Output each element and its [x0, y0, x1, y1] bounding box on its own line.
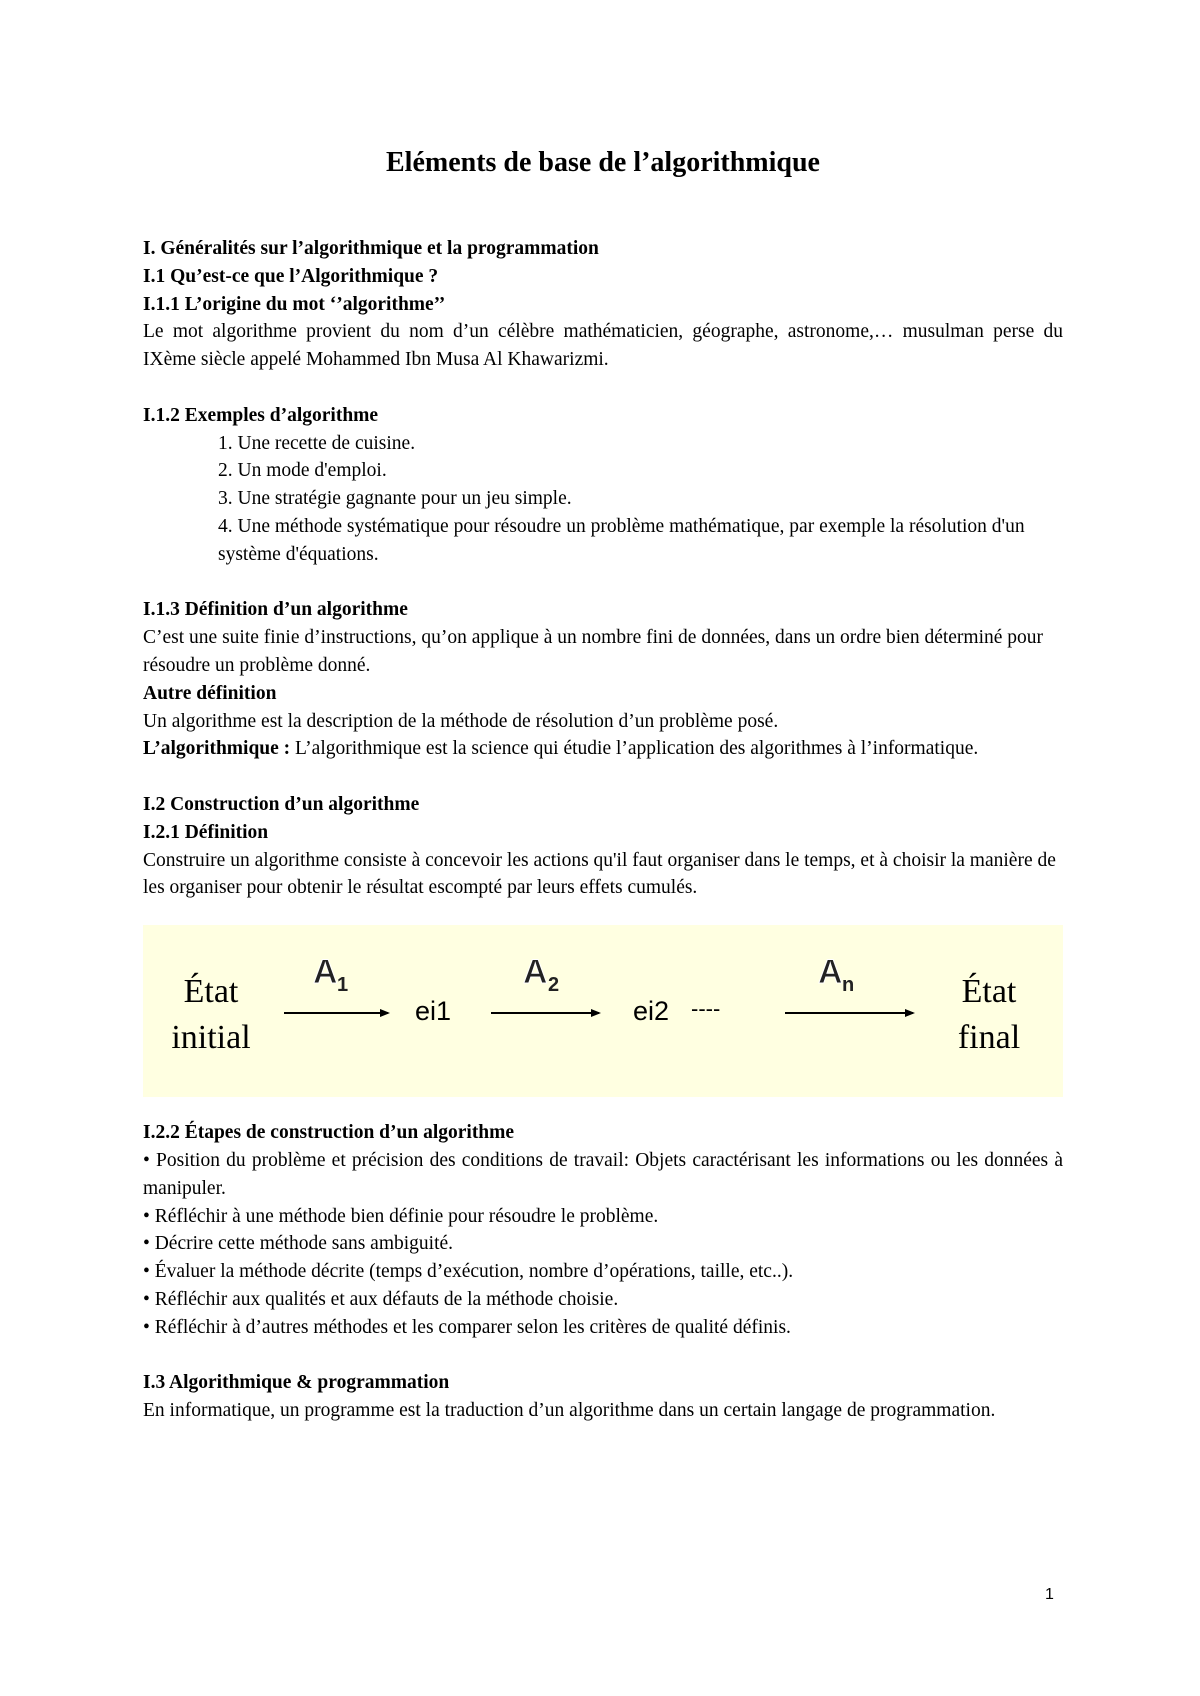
list-item: • Réfléchir aux qualités et aux défauts de la méthode choisie.: [143, 1288, 619, 1310]
other-definition-label: Autre définition: [143, 682, 277, 704]
subheading-1-1-3: I.1.3 Définition d’un algorithme: [143, 599, 408, 621]
section-heading-1: I. Généralités sur l’algorithmique et la programmation: [143, 238, 599, 259]
list-item: • Position du problème et précision des conditions de travail: Objets caractérisant les informations ou les données à manipuler.: [143, 1149, 1063, 1199]
state-diagram-svg: [143, 925, 1063, 1097]
action-an-subscript: n: [842, 974, 855, 997]
action-a1-subscript: 1: [337, 974, 349, 997]
subheading-1-1-1: I.1.1 L’origine du mot ‘’algorithme’’: [143, 293, 446, 315]
diagram-background: [143, 925, 1063, 1097]
ellipsis-dashes: ----: [691, 996, 721, 1022]
list-item: • Décrire cette méthode sans ambiguité.: [143, 1233, 454, 1255]
subheading-1-3: I.3 Algorithmique & programmation: [143, 1372, 450, 1394]
action-a1-label: A: [313, 953, 338, 992]
examples-list: [143, 430, 1063, 569]
action-a2-subscript: 2: [548, 974, 560, 997]
start-state-line2: initial: [171, 1019, 251, 1057]
list-item: 4. Une méthode systématique pour résoudre un problème mathématique, par exemple la résolution d'un système d'équations.: [218, 515, 1025, 565]
intermediate-state-ei1: ei1: [414, 996, 452, 1027]
programming-paragraph: En informatique, un programme est la traduction d’un algorithme dans un certain langage de programmation.: [143, 1400, 996, 1422]
intermediate-state-ei2: ei2: [632, 996, 670, 1027]
section-heading-2: I.2 Construction d’un algorithme: [143, 793, 420, 815]
subheading-1-2-2: I.2.2 Étapes de construction d’un algorithme: [143, 1122, 515, 1144]
end-state-line2: final: [957, 1019, 1021, 1057]
subheading-1-1-2: I.1.2 Exemples d’algorithme: [143, 404, 379, 426]
algorithmique-paragraph: [143, 735, 1063, 763]
subheading-1-2-1: I.2.1 Définition: [143, 821, 269, 843]
action-a2-label: A: [523, 953, 548, 992]
list-item: 3. Une stratégie gagnante pour un jeu simple.: [218, 488, 572, 510]
state-diagram: [143, 925, 1063, 1097]
start-state-line1: État: [183, 973, 239, 1011]
action-an-label: A: [818, 953, 843, 992]
list-item: • Réfléchir à une méthode bien définie pour résoudre le problème.: [143, 1205, 659, 1227]
end-state-line1: État: [961, 973, 1017, 1011]
list-item: 2. Un mode d'emploi.: [218, 460, 387, 482]
list-item: • Réfléchir à d’autres méthodes et les comparer selon les critères de qualité définis.: [143, 1316, 791, 1338]
list-item: 1. Une recette de cuisine.: [218, 432, 416, 454]
subheading-1-1: I.1 Qu’est-ce que l’Algorithmique ?: [143, 265, 439, 287]
origin-paragraph: Le mot algorithme provient du nom d’un célèbre mathématicien, géographe, astronome,… musulman perse du IXème siècle appelé Mohammed Ibn Musa Al Khawarizmi.: [143, 321, 1063, 371]
steps-list: [143, 1147, 1063, 1342]
list-item: • Évaluer la méthode décrite (temps d’exécution, nombre d’opérations, taille, etc..).: [143, 1261, 794, 1283]
other-definition-paragraph: Un algorithme est la description de la méthode de résolution d’un problème posé.: [143, 710, 779, 732]
document-title: Eléments de base de l’algorithmique: [386, 147, 820, 178]
algorithmique-label: L’algorithmique :: [143, 738, 291, 760]
algorithmique-text: L’algorithmique est la science qui étudie l’application des algorithmes à l’informatique.: [290, 738, 979, 760]
definition-paragraph: C’est une suite finie d’instructions, qu’on applique à un nombre fini de données, dans un ordre bien déterminé pour résoudre un problème donné.: [143, 627, 1044, 676]
page-content: [143, 145, 1063, 1425]
page-number: 1: [1045, 1586, 1054, 1603]
construction-paragraph: Construire un algorithme consiste à concevoir les actions qu'il faut organiser dans le temps, et à choisir la manière de les organiser pour obtenir le résultat escompté par leurs effets cumulés.: [143, 849, 1056, 899]
